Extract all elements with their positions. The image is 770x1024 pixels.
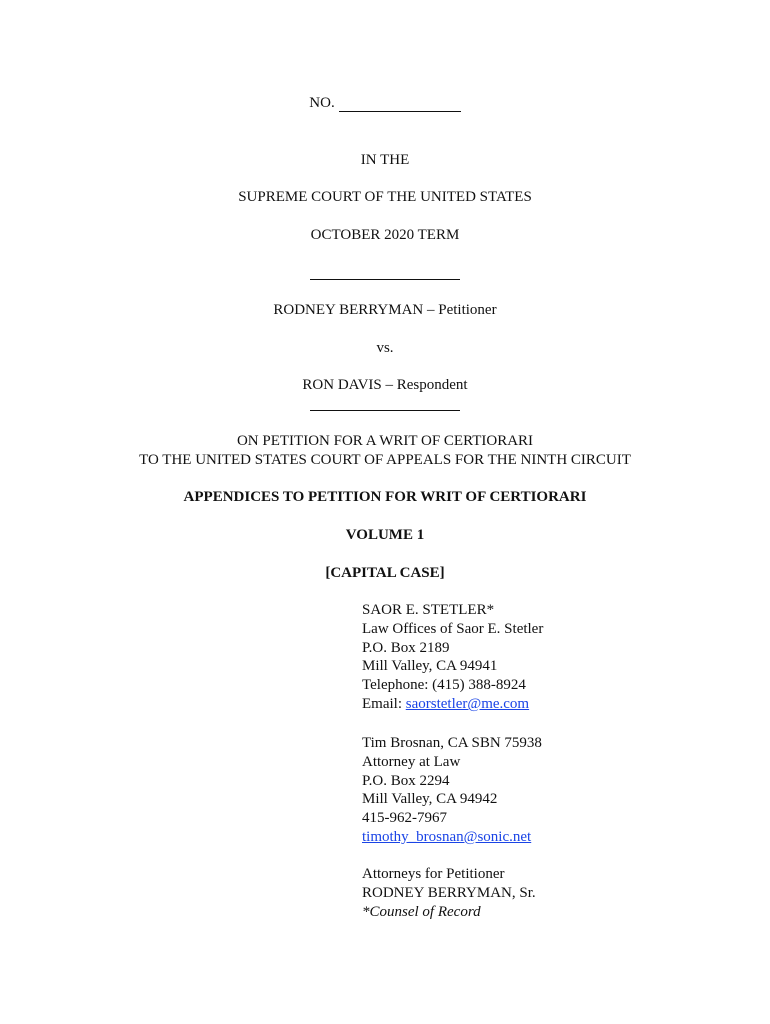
versus-line: vs. — [376, 340, 394, 356]
co-counsel-block — [362, 734, 542, 847]
volume-label: VOLUME 1 — [345, 527, 425, 543]
client-name: RODNEY BERRYMAN, Sr. — [362, 884, 536, 901]
counsel-of-record-note: *Counsel of Record — [362, 903, 481, 920]
counsel-1-po-box: P.O. Box 2189 — [362, 639, 450, 656]
capital-case-label: [CAPITAL CASE] — [325, 565, 445, 581]
appendices-title: APPENDICES TO PETITION FOR WRIT OF CERTIORARI — [183, 489, 587, 505]
caption-divider-bottom — [310, 410, 460, 411]
counsel-1-email-line — [362, 695, 543, 714]
petition-line-2: TO THE UNITED STATES COURT OF APPEALS FOR THE NINTH CIRCUIT — [139, 452, 631, 468]
counsel-2-po-box: P.O. Box 2294 — [362, 772, 450, 789]
counsel-1-email-link[interactable]: saorstetler@me.com — [405, 695, 530, 712]
petitioner-line: RODNEY BERRYMAN – Petitioner — [273, 302, 497, 318]
docket-number-label: NO. — [309, 95, 335, 111]
counsel-1-email-label: Email: — [362, 695, 406, 712]
counsel-2-email-link[interactable]: timothy_brosnan@sonic.net — [362, 828, 532, 845]
attorneys-for-block — [362, 865, 536, 921]
counsel-1-office: Law Offices of Saor E. Stetler — [362, 620, 544, 637]
counsel-1-name: SAOR E. STETLER* — [362, 602, 495, 618]
docket-number-blank — [339, 97, 461, 112]
counsel-2-name: Tim Brosnan, CA SBN 75938 — [362, 735, 542, 751]
counsel-1-city: Mill Valley, CA 94941 — [362, 658, 498, 675]
counsel-2-phone: 415-962-7967 — [362, 810, 447, 827]
counsel-2-city: Mill Valley, CA 94942 — [362, 791, 498, 808]
docket-number-line — [0, 94, 770, 112]
petition-line-1: ON PETITION FOR A WRIT OF CERTIORARI — [236, 433, 534, 449]
caption-divider-top — [310, 279, 460, 280]
counsel-of-record-block — [362, 601, 543, 714]
respondent-line: RON DAVIS – Respondent — [302, 377, 468, 393]
court-term: OCTOBER 2020 TERM — [310, 227, 460, 243]
court-name: SUPREME COURT OF THE UNITED STATES — [238, 189, 532, 205]
in-the-line: IN THE — [360, 152, 410, 168]
attorneys-role: Attorneys for Petitioner — [362, 866, 505, 882]
counsel-2-title: Attorney at Law — [362, 753, 461, 770]
counsel-1-telephone: Telephone: (415) 388-8924 — [362, 677, 526, 694]
